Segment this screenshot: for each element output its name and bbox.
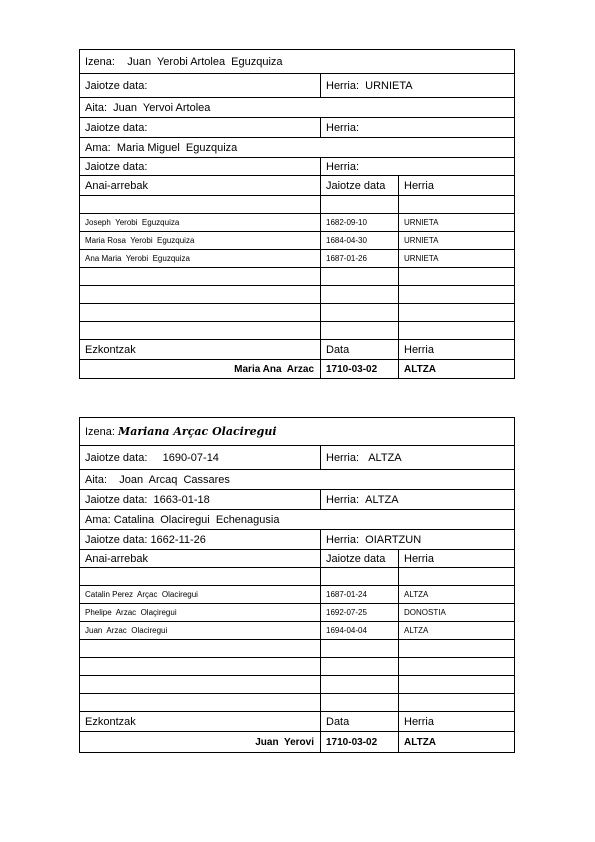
sibling-name <box>80 268 320 285</box>
sibling-place: DONOSTIA <box>398 604 514 621</box>
sibling-name <box>80 286 320 303</box>
sibling-name <box>80 640 320 657</box>
mother-birth-place-label: Herria: <box>326 160 360 173</box>
father-birth-place-label: Herria: <box>326 493 360 506</box>
marriage-date-header: Data <box>320 340 398 359</box>
marriage-date: 1710-03-02 <box>320 732 398 752</box>
sibling-name: Maria Rosa Yerobi Eguzquiza <box>85 236 195 245</box>
mother-value: Catalina Olaciregui Echenagusia <box>113 513 280 526</box>
sibling-date <box>320 676 398 693</box>
father-row <box>80 98 514 118</box>
sibling-name <box>80 658 320 675</box>
father-birth-date-value: 1663-01-18 <box>153 493 210 506</box>
mother-row <box>80 510 514 530</box>
sibling-row <box>80 304 514 322</box>
birth-row <box>80 446 514 470</box>
mother-birth-row <box>80 158 514 176</box>
sibling-name: Juan Arzac Olaciregui <box>85 626 168 635</box>
birth-place-label: Herria: <box>326 451 360 464</box>
birth-place-value: URNIETA <box>365 79 413 92</box>
sibling-row <box>80 640 514 658</box>
father-birth-place-value: ALTZA <box>365 493 399 506</box>
mother-value: Maria Miguel Eguzquiza <box>116 141 238 154</box>
name-value: Juan Yerobi Artolea Eguzquiza <box>127 55 283 68</box>
father-birth-date-label: Jaiotze data: <box>85 493 148 506</box>
marriage-row <box>80 732 514 752</box>
father-value: Juan Yervoi Artolea <box>113 101 211 114</box>
sibling-name: Joseph Yerobi Eguzquiza <box>85 218 180 227</box>
siblings-place-header: Herria <box>398 550 514 567</box>
sibling-date <box>320 658 398 675</box>
spouse-name: Juan Yerovi <box>255 736 314 748</box>
sibling-row <box>80 676 514 694</box>
sibling-row <box>80 604 514 622</box>
sibling-row <box>80 214 514 232</box>
father-birth-place-label: Herria: <box>326 121 360 134</box>
spacer-row <box>80 568 514 586</box>
name-row <box>80 418 514 446</box>
sibling-date <box>320 322 398 339</box>
siblings-header-row <box>80 176 514 196</box>
spacer-row <box>80 196 514 214</box>
sibling-date <box>320 286 398 303</box>
marriage-place: ALTZA <box>398 732 514 752</box>
sibling-date: 1692-07-25 <box>320 604 398 621</box>
record-card-2 <box>79 417 515 753</box>
mother-birth-place-value: OIARTZUN <box>365 533 422 546</box>
sibling-place <box>398 640 514 657</box>
sibling-date <box>320 304 398 321</box>
sibling-date: 1687-01-26 <box>320 250 398 267</box>
record-card-1 <box>79 49 515 379</box>
sibling-place: ALTZA <box>398 622 514 639</box>
siblings-header: Anai-arrebak <box>85 179 148 192</box>
sibling-row <box>80 286 514 304</box>
sibling-row <box>80 268 514 286</box>
sibling-date: 1682-09-10 <box>320 214 398 231</box>
sibling-place: URNIETA <box>398 214 514 231</box>
birth-place-value: ALTZA <box>368 451 402 464</box>
sibling-name: Phelipe Arzac Olaçiregui <box>85 608 177 617</box>
marriage-place: ALTZA <box>398 360 514 378</box>
marriage-date-header: Data <box>320 712 398 731</box>
sibling-name: Ana Maria Yerobi Eguzquiza <box>85 254 190 263</box>
father-birth-row <box>80 118 514 138</box>
sibling-place <box>398 658 514 675</box>
marriage-row <box>80 360 514 378</box>
father-value: Joan Arcaq Cassares <box>119 473 230 486</box>
sibling-place: ALTZA <box>398 586 514 603</box>
sibling-row <box>80 622 514 640</box>
marriage-date: 1710-03-02 <box>320 360 398 378</box>
sibling-date: 1687-01-24 <box>320 586 398 603</box>
sibling-date <box>320 694 398 711</box>
sibling-row <box>80 322 514 340</box>
mother-label: Ama: <box>85 513 111 526</box>
sibling-row <box>80 250 514 268</box>
marriages-header: Ezkontzak <box>85 343 136 356</box>
birth-date-label: Jaiotze data: <box>85 451 148 464</box>
sibling-date <box>320 268 398 285</box>
sibling-date: 1694-04-04 <box>320 622 398 639</box>
mother-birth-date-label: Jaiotze data: <box>85 160 148 173</box>
sibling-name <box>80 304 320 321</box>
sibling-place <box>398 304 514 321</box>
mother-label: Ama: <box>85 141 111 154</box>
sibling-name <box>80 694 320 711</box>
sibling-name: Catalin Perez Arçac Olaciregui <box>85 590 198 599</box>
father-row <box>80 470 514 490</box>
sibling-row <box>80 232 514 250</box>
sibling-row <box>80 694 514 712</box>
birth-place-label: Herria: <box>326 79 360 92</box>
name-label: Izena: <box>85 425 115 438</box>
sibling-date: 1684-04-30 <box>320 232 398 249</box>
marriages-header-row <box>80 712 514 732</box>
mother-birth-date-label: Jaiotze data: <box>85 533 148 546</box>
name-value: Mariana Arçac Olaciregui <box>118 425 277 438</box>
sibling-place <box>398 286 514 303</box>
birth-date-label: Jaiotze data: <box>85 79 148 92</box>
siblings-date-header: Jaiotze data <box>320 550 398 567</box>
name-label: Izena: <box>85 55 115 68</box>
siblings-header-row <box>80 550 514 568</box>
marriage-place-header: Herria <box>398 712 514 731</box>
mother-row <box>80 138 514 158</box>
mother-birth-date-value: 1662-11-26 <box>150 533 206 546</box>
siblings-header: Anai-arrebak <box>85 552 148 565</box>
father-birth-date-label: Jaiotze data: <box>85 121 148 134</box>
mother-birth-place-label: Herria: <box>326 533 360 546</box>
sibling-name <box>80 322 320 339</box>
birth-date-value: 1690-07-14 <box>162 451 219 464</box>
sibling-place: URNIETA <box>398 250 514 267</box>
sibling-place <box>398 322 514 339</box>
siblings-place-header: Herria <box>398 176 514 195</box>
father-label: Aita: <box>85 101 108 114</box>
birth-row <box>80 74 514 98</box>
marriages-header-row <box>80 340 514 360</box>
sibling-row <box>80 586 514 604</box>
siblings-date-header: Jaiotze data <box>320 176 398 195</box>
name-row <box>80 50 514 74</box>
sibling-name <box>80 676 320 693</box>
spouse-name: Maria Ana Arzac <box>234 363 314 375</box>
mother-birth-row <box>80 530 514 550</box>
sibling-place <box>398 268 514 285</box>
father-birth-row <box>80 490 514 510</box>
sibling-date <box>320 640 398 657</box>
sibling-place <box>398 694 514 711</box>
sibling-row <box>80 658 514 676</box>
father-label: Aita: <box>85 473 108 486</box>
marriage-place-header: Herria <box>398 340 514 359</box>
marriages-header: Ezkontzak <box>85 715 136 728</box>
sibling-place: URNIETA <box>398 232 514 249</box>
sibling-place <box>398 676 514 693</box>
